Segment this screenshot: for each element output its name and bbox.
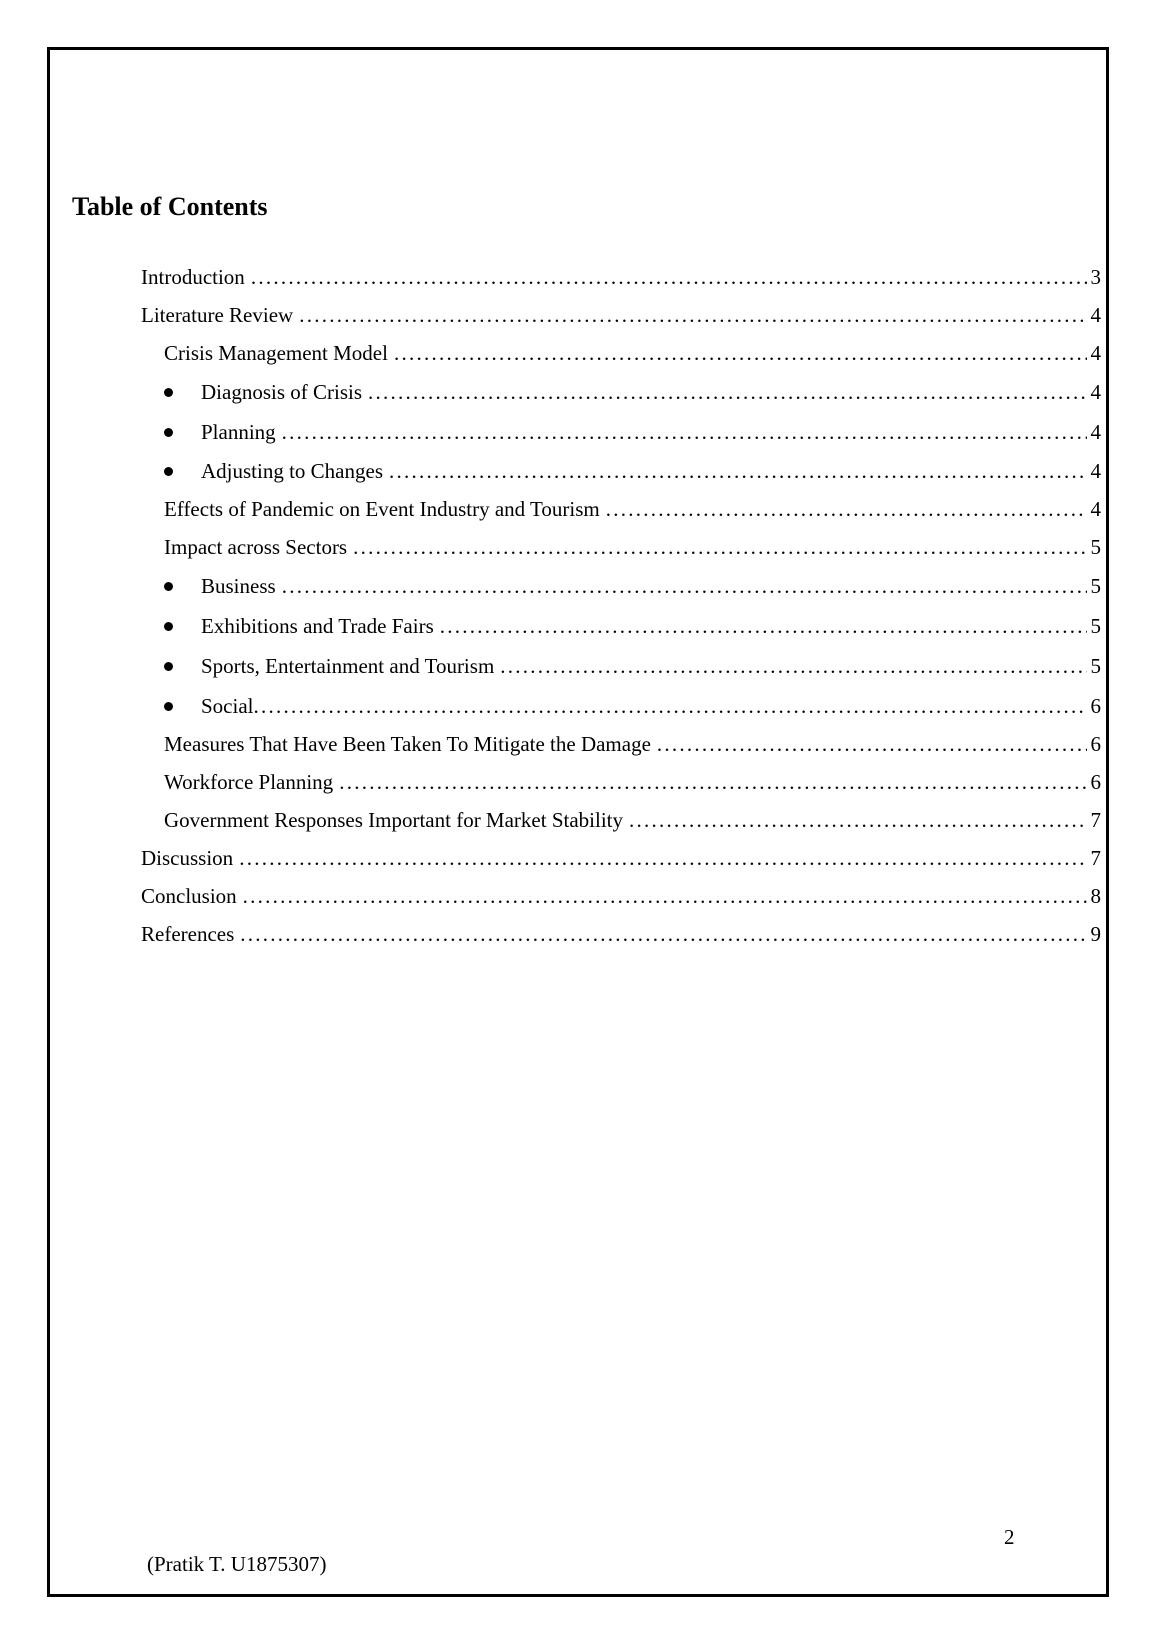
dot-leader <box>606 495 1087 523</box>
toc-entry-label: Impact across Sectors <box>164 535 348 559</box>
toc-entry-sports-entertainment-tourism[interactable] <box>164 652 1101 680</box>
bullet-icon <box>164 428 173 437</box>
dot-leader <box>394 339 1087 367</box>
toc-entry-page: 4 <box>1090 420 1101 444</box>
toc-entry-measures-taken[interactable] <box>164 730 1101 758</box>
toc-entry-label: Workforce Planning <box>164 770 334 794</box>
dot-leader <box>389 457 1087 485</box>
bullet-icon <box>164 388 173 397</box>
dot-leader <box>251 263 1087 291</box>
toc-entry-adjusting-to-changes[interactable] <box>164 457 1101 485</box>
toc-entry-page: 6 <box>1090 694 1101 718</box>
toc-entry-effects-of-pandemic[interactable] <box>164 495 1101 523</box>
toc-entry-exhibitions-and-trade-fairs[interactable] <box>164 612 1101 640</box>
toc-entry-page: 9 <box>1090 922 1101 946</box>
toc-entry-planning[interactable] <box>164 418 1101 446</box>
toc-entry-label: Introduction <box>141 265 245 289</box>
toc-entry-label: Discussion <box>141 846 234 870</box>
toc-entry-page: 6 <box>1090 732 1101 756</box>
toc-entry-page: 5 <box>1090 654 1101 678</box>
toc-entry-label: Effects of Pandemic on Event Industry and Tourism <box>164 497 600 521</box>
dot-leader <box>629 806 1087 834</box>
toc-entry-label: Conclusion <box>141 884 237 908</box>
toc-entry-literature-review[interactable] <box>141 301 1101 329</box>
dot-leader <box>282 572 1087 600</box>
toc-entry-introduction[interactable] <box>141 263 1101 291</box>
bullet-icon <box>164 622 173 631</box>
toc-entry-page: 5 <box>1090 574 1101 598</box>
toc-entry-government-responses[interactable] <box>164 806 1101 834</box>
dot-leader <box>339 768 1086 796</box>
dot-leader <box>240 920 1086 948</box>
toc-entry-page: 5 <box>1090 614 1101 638</box>
dot-leader <box>299 301 1086 329</box>
toc-entry-page: 7 <box>1090 808 1101 832</box>
toc-entry-conclusion[interactable] <box>141 882 1101 910</box>
dot-leader <box>243 882 1087 910</box>
bullet-icon <box>164 467 173 476</box>
dot-leader <box>239 844 1086 872</box>
bullet-icon <box>164 662 173 671</box>
toc-entry-crisis-management-model[interactable] <box>164 339 1101 367</box>
toc-entry-label: Adjusting to Changes <box>201 459 383 483</box>
footer-author: (Pratik T. U1875307) <box>147 1552 327 1576</box>
dot-leader <box>500 652 1086 680</box>
toc-entry-page: 4 <box>1090 459 1101 483</box>
page-number: 2 <box>1004 1525 1015 1549</box>
toc-entry-business[interactable] <box>164 572 1101 600</box>
toc-entry-label: Exhibitions and Trade Fairs <box>201 614 434 638</box>
bullet-icon <box>164 702 173 711</box>
toc-entry-page: 4 <box>1090 341 1101 365</box>
toc-entry-label: Literature Review <box>141 303 294 327</box>
toc-entry-discussion[interactable] <box>141 844 1101 872</box>
toc-entry-label: Business <box>201 574 276 598</box>
toc-entry-label: Social <box>201 694 254 718</box>
toc-entry-diagnosis-of-crisis[interactable] <box>164 378 1101 406</box>
toc-entry-page: 7 <box>1090 846 1101 870</box>
dot-leader <box>440 612 1087 640</box>
toc-entry-page: 6 <box>1090 770 1101 794</box>
toc-entry-page: 4 <box>1090 497 1101 521</box>
dot-leader <box>353 533 1086 561</box>
dot-leader <box>282 418 1087 446</box>
toc-entry-label: Government Responses Important for Market Stability <box>164 808 623 832</box>
toc-entry-impact-across-sectors[interactable] <box>164 533 1101 561</box>
toc-entry-references[interactable] <box>141 920 1101 948</box>
dot-leader <box>368 378 1086 406</box>
toc-entry-social[interactable] <box>164 692 1101 720</box>
toc-entry-workforce-planning[interactable] <box>164 768 1101 796</box>
toc-entry-label: Planning <box>201 420 276 444</box>
dot-leader <box>254 692 1087 720</box>
toc-entry-label: Measures That Have Been Taken To Mitigate the Damage <box>164 732 651 756</box>
toc-entry-label: Diagnosis of Crisis <box>201 380 363 404</box>
toc-entry-page: 5 <box>1090 535 1101 559</box>
toc-entry-label: References <box>141 922 235 946</box>
toc-entry-page: 8 <box>1090 884 1101 908</box>
toc-entry-page: 4 <box>1090 303 1101 327</box>
toc-entry-page: 3 <box>1090 265 1101 289</box>
bullet-icon <box>164 582 173 591</box>
dot-leader <box>657 730 1087 758</box>
toc-entry-label: Sports, Entertainment and Tourism <box>201 654 495 678</box>
toc-entry-label: Crisis Management Model <box>164 341 388 365</box>
toc-entry-page: 4 <box>1090 380 1101 404</box>
toc-title: Table of Contents <box>72 192 268 221</box>
